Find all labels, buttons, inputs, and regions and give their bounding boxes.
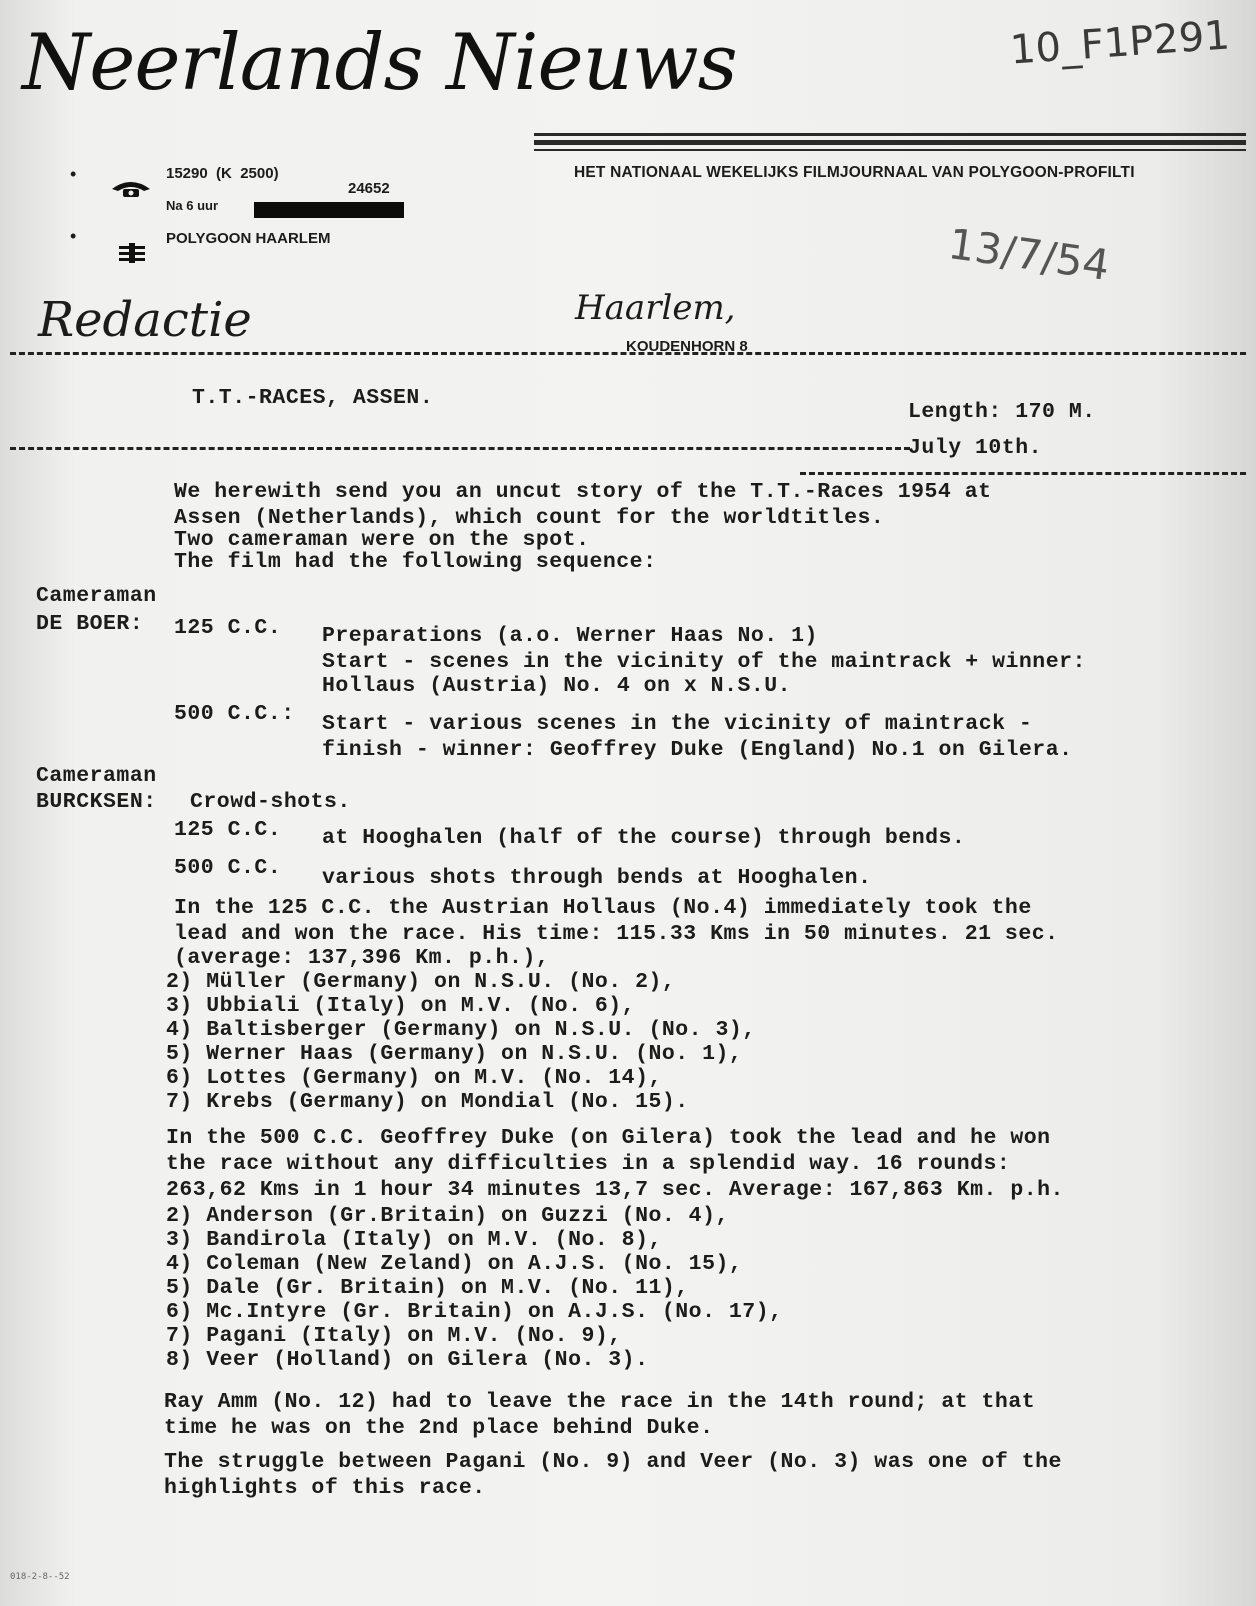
class-label: 500 C.C. (174, 856, 282, 880)
film-length: Length: 170 M. (908, 400, 1096, 424)
cameraman-name: DE BOER: (36, 612, 144, 636)
shot-line: Hollaus (Austria) No. 4 on x N.S.U. (322, 674, 792, 698)
race-125-text: In the 125 C.C. the Austrian Hollaus (No.4) immediately took the (174, 896, 1032, 920)
race-500-result: 4) Coleman (New Zeland) on A.J.S. (No. 15), (166, 1252, 743, 1276)
race-125-result: 4) Baltisberger (Germany) on N.S.U. (No. 3), (166, 1018, 756, 1042)
race-500-text: 263,62 Kms in 1 hour 34 minutes 13,7 sec. Average: 167,863 Km. p.h. (166, 1178, 1064, 1202)
crowd-shots: Crowd-shots. (190, 790, 351, 814)
intro-line: The film had the following sequence: (174, 550, 657, 574)
race-500-result: 6) Mc.Intyre (Gr. Britain) on A.J.S. (No. 17), (166, 1300, 783, 1324)
letterhead-rule (534, 140, 1246, 145)
letterhead-logo: Neerlands Nieuws (22, 18, 737, 108)
shot-line: Start - scenes in the vicinity of the maintrack + winner: (322, 650, 1086, 674)
race-125-result: 6) Lottes (Germany) on M.V. (No. 14), (166, 1066, 662, 1090)
race-500-result: 5) Dale (Gr. Britain) on M.V. (No. 11), (166, 1276, 689, 1300)
phone-main: 15290 (K 2500) (166, 165, 279, 182)
cameraman-name: BURCKSEN: (36, 790, 157, 814)
bullet: • (70, 226, 77, 246)
note-line: Ray Amm (No. 12) had to leave the race in the 14th round; at that (164, 1390, 1036, 1414)
telephone-icon (91, 160, 152, 203)
race-125-result: 5) Werner Haas (Germany) on N.S.U. (No. 1), (166, 1042, 743, 1066)
shot-line: various shots through bends at Hooghalen. (322, 866, 872, 890)
race-125-result: 7) Krebs (Germany) on Mondial (No. 15). (166, 1090, 689, 1114)
after-hours-label: Na 6 uur (166, 198, 219, 213)
city: Haarlem, (575, 288, 736, 328)
shot-line: finish - winner: Geoffrey Duke (England) No.1 on Gilera. (322, 738, 1073, 762)
race-500-result: 2) Anderson (Gr.Britain) on Guzzi (No. 4), (166, 1204, 729, 1228)
phone-alt: 24652 (348, 180, 390, 197)
tagline: HET NATIONAAL WEKELIJKS FILMJOURNAAL VAN POLYGOON-PROFILTI (574, 164, 1135, 181)
cameraman-label: Cameraman (36, 584, 157, 608)
archive-code-handwritten: 10_F1P291 (1008, 12, 1232, 74)
redaction-bar (254, 202, 404, 218)
shot-line: at Hooghalen (half of the course) through bends. (322, 826, 966, 850)
race-500-result: 8) Veer (Holland) on Gilera (No. 3). (166, 1348, 649, 1372)
telegraph-address: POLYGOON HAARLEM (166, 230, 331, 247)
class-label: 125 C.C. (174, 616, 282, 640)
story-title: T.T.-RACES, ASSEN. (192, 386, 434, 410)
race-125-text: (average: 137,396 Km. p.h.), (174, 946, 550, 970)
divider (10, 447, 910, 450)
shot-line: Preparations (a.o. Werner Haas No. 1) (322, 624, 818, 648)
form-code: 018-2-8--52 (10, 1572, 70, 1582)
class-label: 125 C.C. (174, 818, 282, 842)
race-125-text: lead and won the race. His time: 115.33 Kms in 50 minutes. 21 sec. (174, 922, 1059, 946)
divider (800, 472, 1246, 475)
intro-line: Assen (Netherlands), which count for the worldtitles. (174, 506, 885, 530)
bullet: • (70, 164, 77, 184)
story-date: July 10th. (908, 436, 1043, 460)
cameraman-label: Cameraman (36, 764, 157, 788)
telegraph-icon (97, 223, 148, 268)
shot-line: Start - various scenes in the vicinity of maintrack - (322, 712, 1033, 736)
letterhead-rule (534, 149, 1246, 151)
race-500-result: 7) Pagani (Italy) on M.V. (No. 9), (166, 1324, 622, 1348)
race-125-result: 2) Müller (Germany) on N.S.U. (No. 2), (166, 970, 676, 994)
handwritten-date: 13/7/54 (945, 218, 1113, 291)
divider (10, 352, 1246, 355)
note-line: The struggle between Pagani (No. 9) and Veer (No. 3) was one of the (164, 1450, 1062, 1474)
race-500-text: In the 500 C.C. Geoffrey Duke (on Gilera) took the lead and he won (166, 1126, 1051, 1150)
street-address: KOUDENHORN 8 (626, 338, 748, 355)
race-500-result: 3) Bandirola (Italy) on M.V. (No. 8), (166, 1228, 662, 1252)
note-line: time he was on the 2nd place behind Duke. (164, 1416, 714, 1440)
race-500-text: the race without any difficulties in a splendid way. 16 rounds: (166, 1152, 1011, 1176)
note-line: highlights of this race. (164, 1476, 486, 1500)
intro-line: We herewith send you an uncut story of the T.T.-Races 1954 at (174, 480, 992, 504)
race-125-result: 3) Ubbiali (Italy) on M.V. (No. 6), (166, 994, 636, 1018)
letterhead-rule (534, 133, 1246, 136)
department-heading: Redactie (38, 292, 252, 348)
intro-line: Two cameraman were on the spot. (174, 528, 590, 552)
class-label: 500 C.C.: (174, 702, 295, 726)
